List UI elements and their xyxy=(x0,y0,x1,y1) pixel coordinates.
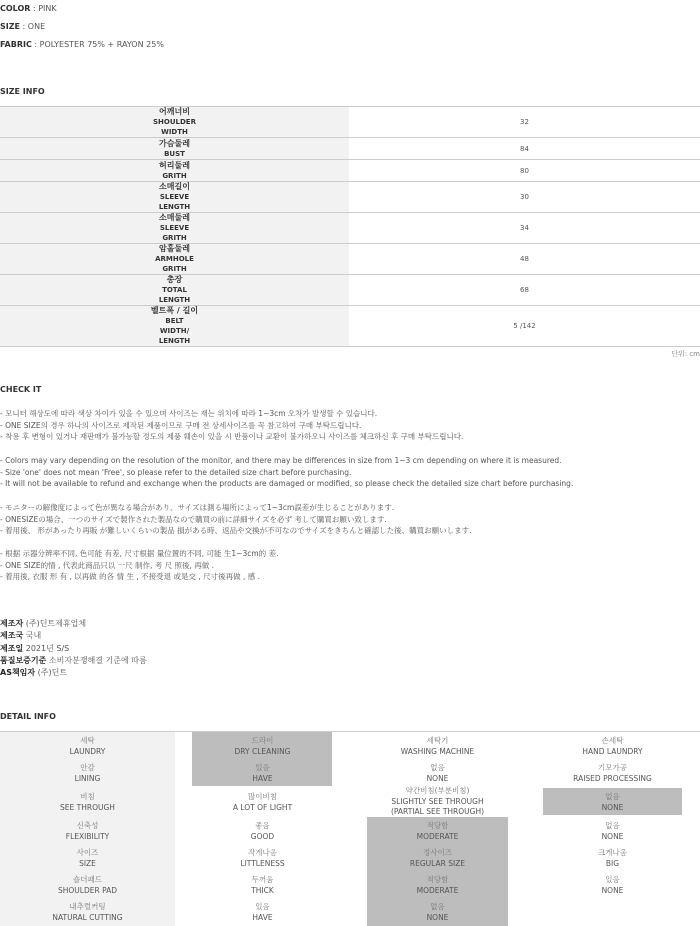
detail-cell: 세탁 LAUNDRY xyxy=(69,736,106,756)
detail-cell: 크게나옴 BIG xyxy=(598,848,627,868)
detail-cell: 사이즈 SIZE xyxy=(76,848,99,868)
detail-cell: 드라이 DRY CLEANING xyxy=(234,736,291,756)
detail-cell: 작게나옴 LITTLENESS xyxy=(240,848,285,868)
detail-cell: 손세탁 HAND LAUNDRY xyxy=(582,736,643,756)
notes-chinese: - 根据 示器分辨率不同, 色可能 有差, 尺寸根据 量位置的不同, 可能 生1~3cm的 差. - ONE SIZE的情 , 代表此商品只以 一尺 制作, 考 尺 照後, 再做 . - 着用後, 衣服 形 有 , 以再做 的各 情 生 , 不接受退 或是交 , 尺寸後再做 , 感 . xyxy=(0,549,279,581)
detail-cell: 있음 HAVE xyxy=(252,763,273,783)
detail-info-heading: DETAIL INFO xyxy=(0,712,56,721)
notes-english: - Colors may vary depending on the resolution of the monitor, and there may be differences in size from 1~3 cm depending on where it is measured. - Size 'one' does not mean 'Free', so please refer to the detailed size chart before purchasing. - It will not be available to refund and exchange when the products are damaged or modified, so please check the detailed size chart before purchasing. xyxy=(0,456,574,488)
detail-cell: 세탁기 WASHING MACHINE xyxy=(400,736,475,756)
detail-cell: 약간비침(부분비침) SLIGHTLY SEE THROUGH (PARTIAL SEE THROUGH) xyxy=(390,786,485,816)
size-info-heading: SIZE INFO xyxy=(0,87,45,96)
table-row: 총장 TOTAL LENGTH 68 xyxy=(0,275,700,306)
table-row: 소매둘레 SLEEVE GRITH 34 xyxy=(0,213,700,244)
detail-cell: 많이비침 A LOT OF LIGHT xyxy=(232,792,293,812)
table-row: 허리둘레 GRITH 80 xyxy=(0,160,700,182)
detail-cell: 있음 NONE xyxy=(601,875,624,895)
detail-cell: 내추럴커팅 NATURAL CUTTING xyxy=(52,902,123,922)
detail-cell: 비침 SEE THROUGH xyxy=(60,792,115,812)
detail-cell: 없음 NONE xyxy=(601,792,624,812)
manufacturer-info: 제조자 (주)딘트제휴업체 제조국 국내 제조일 2021년 S/S 품질보증기준 소비자분쟁해결 기준에 따름 AS책임자 (주)딘트 xyxy=(0,619,147,678)
table-row: 가슴둘레 BUST 84 xyxy=(0,138,700,160)
table-row: 소매길이 SLEEVE LENGTH 30 xyxy=(0,182,700,213)
detail-cell: 없음 NONE xyxy=(426,763,449,783)
check-it-heading: CHECK IT xyxy=(0,385,42,394)
detail-cell: 있음 HAVE xyxy=(252,902,273,922)
detail-cell: 두꺼움 THICK xyxy=(251,875,274,895)
detail-cell: 정사이즈 REGULAR SIZE xyxy=(409,848,466,868)
detail-cell: 좋음 GOOD xyxy=(250,821,275,841)
detail-cell: 없음 NONE xyxy=(426,902,449,922)
detail-cell: 기모가공 RAISED PROCESSING xyxy=(573,763,652,783)
spec-fabric: FABRIC : POLYESTER 75% + RAYON 25% xyxy=(0,40,164,49)
detail-cell: 안감 LINING xyxy=(74,763,101,783)
detail-cell: 신축성 FLEXIBILITY xyxy=(65,821,110,841)
spec-size: SIZE : ONE xyxy=(0,22,46,31)
table-row: 어깨너비 SHOULDER WIDTH 32 xyxy=(0,107,700,138)
detail-cell: 숄더패드 SHOULDER PAD xyxy=(57,875,118,895)
detail-cell: 적당함 MODERATE xyxy=(416,821,459,841)
notes-korean: - 모니터 해상도에 따라 색상 차이가 있을 수 있으며 사이즈는 재는 위치에 따라 1~3cm 오차가 발생할 수 있습니다. - ONE SIZE의 경우 하나의 사이즈로 제작된 제품이므로 구매 전 상세사이즈를 꼭 참고하여 구매 부탁드립니다. - 착용 후 변형이 있거나 재판매가 불가능할 정도의 제품 훼손이 있을 시 반품이나 교환이 불가하오니 사이즈를 체크하신 후 구매 부탁드립니다. xyxy=(0,409,464,441)
spec-color: COLOR : PINK xyxy=(0,4,57,13)
detail-cell: 없음 NONE xyxy=(601,821,624,841)
notes-japanese: - モニターの解像度によって色が異なる場合があり、サイズは測る場所によって1~3cm誤差が生じることがあります. - ONESIZEの場合、一つのサイズで製作された製品なので購買の前に詳細サイズを必ず 考して購買お願い致します. - 着用後、 形があったり再販 が難しいくらいの製品 損がある時、返品や交換が不可なのでサイズをきちんと確認した後、購買お願いします. xyxy=(0,503,472,535)
table-row: 암홀둘레 ARMHOLE GRITH 48 xyxy=(0,244,700,275)
detail-cell: 적당함 MODERATE xyxy=(416,875,459,895)
unit-label: 단위: cm xyxy=(671,350,700,358)
size-table xyxy=(0,106,700,347)
detail-info-table xyxy=(0,731,700,926)
table-row: 벨트폭 / 길이 BELT WIDTH/ LENGTH 5 /142 xyxy=(0,306,700,347)
